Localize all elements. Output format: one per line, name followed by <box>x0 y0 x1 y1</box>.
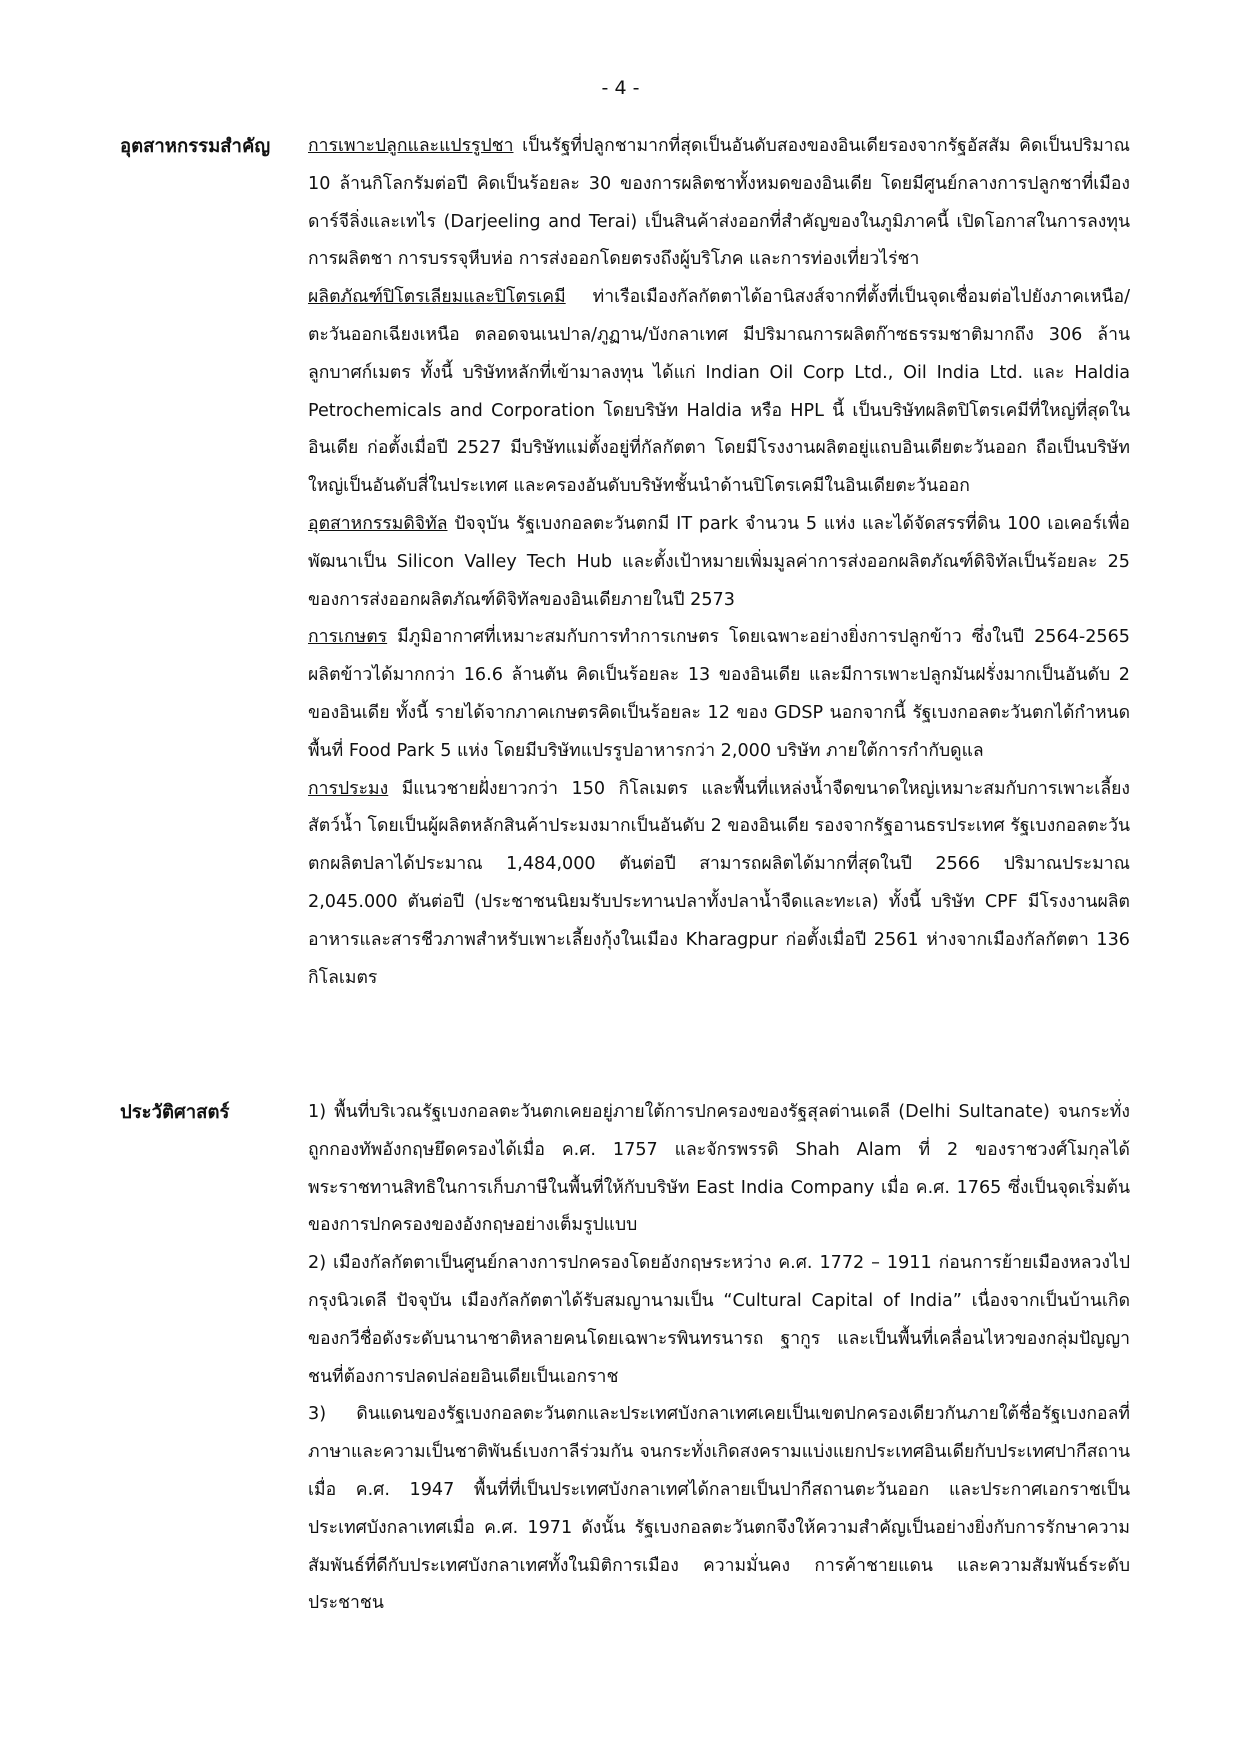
text-fishery: มีแนวชายฝั่งยาวกว่า 150 กิโลเมตร และพื้นที่แหล่งน้ำจืดขนาดใหญ่เหมาะสมกับการเพาะเลี้ยงสัตว์น้ำ โดยเป็นผู้ผลิตหลักสินค้าประมงมากเป็นอันดับ 2 ของอินเดีย รองจากรัฐอานธรประเทศ รัฐเบงกอลตะวันตกผลิตปลาได้ประมาณ 1,484,000 ตันต่อปี สามารถผลิตได้มากที่สุดในปี 2566 ปริมาณประมาณ 2,045.000 ตันต่อปี (ประชาชนนิยมรับประทานปลาทั้งปลาน้ำจืดและทะเล) ทั้งนี้ บริษัท CPF มีโรงงานผลิตอาหารและสารชีวภาพสำหรับเพาะเลี้ยงกุ้งในเมือง Kharagpur ก่อตั้งเมื่อปี 2561 ห่างจากเมืองกัลกัตตา 136 กิโลเมตร <box>308 778 1130 988</box>
heading-tea: การเพาะปลูกและแปรรูปชา <box>308 136 514 156</box>
history-item-3: 3) ดินแดนของรัฐเบงกอลตะวันตกและประเทศบังกลาเทศเคยเป็นเขตปกครองเดียวกันภายใต้ชื่อรัฐเบงกอลที่ภาษาและความเป็นชาติพันธ์เบงกาลีร่วมกัน จนกระทั่งเกิดสงครามแบ่งแยกประเทศอินเดียกับประเทศปากีสถานเมื่อ ค.ศ. 1947 พื้นที่ที่เป็นประเทศบังกลาเทศได้กลายเป็นปากีสถานตะวันออก และประกาศเอกราชเป็นประเทศบังกลาเทศเมื่อ ค.ศ. 1971 ดังนั้น รัฐเบงกอลตะวันตกจึงให้ความสำคัญเป็นอย่างยิ่งกับการรักษาความสัมพันธ์ที่ดีกับประเทศบังกลาเทศทั้งในมิติการเมือง ความมั่นคง การค้าชายแดน และความสัมพันธ์ระดับประชาชน <box>308 1404 1130 1614</box>
text-tea: เป็นรัฐที่ปลูกชามากที่สุดเป็นอันดับสองของอินเดียรองจากรัฐอัสสัม คิดเป็นปริมาณ 10 ล้านกิโลกรัมต่อปี คิดเป็นร้อยละ 30 ของการผลิตชาทั้งหมดของอินเดีย โดยมีศูนย์กลางการปลูกชาที่เมืองดาร์จีลิ่งและเทไร (Darjeeling and Terai) เป็นสินค้าส่งออกที่สำคัญของในภูมิภาคนี้ เปิดโอกาสในการลงทุนการผลิตชา การบรรจุหีบห่อ การส่งออกโดยตรงถึงผู้บริโภค และการท่องเที่ยวไร่ชา <box>308 136 1130 270</box>
paragraph-fishery <box>308 771 1130 998</box>
section-label-history: ประวัติศาสตร์ <box>120 1102 230 1123</box>
section-body-industries <box>308 128 1130 997</box>
heading-digital: อุตสาหกรรมดิจิทัล <box>308 513 448 534</box>
history-item-2: 2) เมืองกัลกัตตาเป็นศูนย์กลางการปกครองโดยอังกฤษระหว่าง ค.ศ. 1772 – 1911 ก่อนการย้ายเมืองหลวงไปกรุงนิวเดลี ปัจจุบัน เมืองกัลกัตตาได้รับสมญานามเป็น “Cultural Capital of India” เนื่องจากเป็นบ้านเกิดของกวีชื่อดังระดับนานาชาติหลายคนโดยเฉพาะรพินทรนารถ ฐากูร และเป็นพื้นที่เคลื่อนไหวของกลุ่มปัญญาชนที่ต้องการปลดปล่อยอินเดียเป็นเอกราช <box>308 1253 1130 1387</box>
history-item-1: 1) พื้นที่บริเวณรัฐเบงกอลตะวันตกเคยอยู่ภายใต้การปกครองของรัฐสุลต่านเดลี (Delhi Sultanate) จนกระทั่งถูกกองทัพอังกฤษยึดครองได้เมื่อ ค.ศ. 1757 และจักรพรรดิ Shah Alam ที่ 2 ของราชวงศ์โมกุลได้พระราชทานสิทธิในการเก็บภาษีในพื้นที่ให้กับบริษัท East India Company เมื่อ ค.ศ. 1765 ซึ่งเป็นจุดเริ่มต้นของการปกครองของอังกฤษอย่างเต็มรูปแบบ <box>308 1102 1130 1236</box>
paragraph-tea <box>308 128 1130 279</box>
heading-petro: ผลิตภัณฑ์ปิโตรเลียมและปิโตรเคมี <box>308 287 566 308</box>
section-body-history <box>308 1094 1130 1623</box>
section-label-industries: อุตสาหกรรมสำคัญ <box>120 136 271 157</box>
text-petro: ท่าเรือเมืองกัลกัตตาได้อานิสงส์จากที่ตั้งที่เป็นจุดเชื่อมต่อไปยังภาคเหนือ/ตะวันออกเฉียงเหนือ ตลอดจนเนปาล/ภูฏาน/บังกลาเทศ มีปริมาณการผลิตก๊าซธรรมชาติมากถึง 306 ล้านลูกบาศก์เมตร ทั้งนี้ บริษัทหลักที่เข้ามาลงทุน ได้แก่ Indian Oil Corp Ltd., Oil India Ltd. และ Haldia Petrochemicals and Corporation โดยบริษัท Haldia หรือ HPL นี้ เป็นบริษัทผลิตปิโตรเคมีที่ใหญ่ที่สุดในอินเดีย ก่อตั้งเมื่อปี 2527 มีบริษัทแม่ตั้งอยู่ที่กัลกัตตา โดยมีโรงงานผลิตอยู่แถบอินเดียตะวันออก ถือเป็นบริษัทใหญ่เป็นอันดับสี่ในประเทศ และครองอันดับบริษัทชั้นนำด้านปิโตรเคมีในอินเดียตะวันออก <box>308 287 1130 497</box>
paragraph-petro <box>308 279 1130 506</box>
page-number: - 4 - <box>601 77 640 99</box>
paragraph-digital <box>308 506 1130 619</box>
paragraph-agriculture <box>308 619 1130 770</box>
heading-agriculture: การเกษตร <box>308 627 388 648</box>
heading-fishery: การประมง <box>308 778 389 799</box>
text-agriculture: มีภูมิอากาศที่เหมาะสมกับการทำการเกษตร โดยเฉพาะอย่างยิ่งการปลูกข้าว ซึ่งในปี 2564-2565 ผลิตข้าวได้มากกว่า 16.6 ล้านตัน คิดเป็นร้อยละ 13 ของอินเดีย และมีการเพาะปลูกมันฝรั่งมากเป็นอันดับ 2 ของอินเดีย ทั้งนี้ รายได้จากภาคเกษตรคิดเป็นร้อยละ 12 ของ GDSP นอกจากนี้ รัฐเบงกอลตะวันตกได้กำหนดพื้นที่ Food Park 5 แห่ง โดยมีบริษัทแปรรูปอาหารกว่า 2,000 บริษัท ภายใต้การกำกับดูแล <box>308 627 1130 761</box>
text-digital: ปัจจุบัน รัฐเบงกอลตะวันตกมี IT park จำนวน 5 แห่ง และได้จัดสรรที่ดิน 100 เอเคอร์เพื่อพัฒนาเป็น Silicon Valley Tech Hub และตั้งเป้าหมายเพิ่มมูลค่าการส่งออกผลิตภัณฑ์ดิจิทัลเป็นร้อยละ 25 ของการส่งออกผลิตภัณฑ์ดิจิทัลของอินเดียภายในปี 2573 <box>308 513 1130 610</box>
